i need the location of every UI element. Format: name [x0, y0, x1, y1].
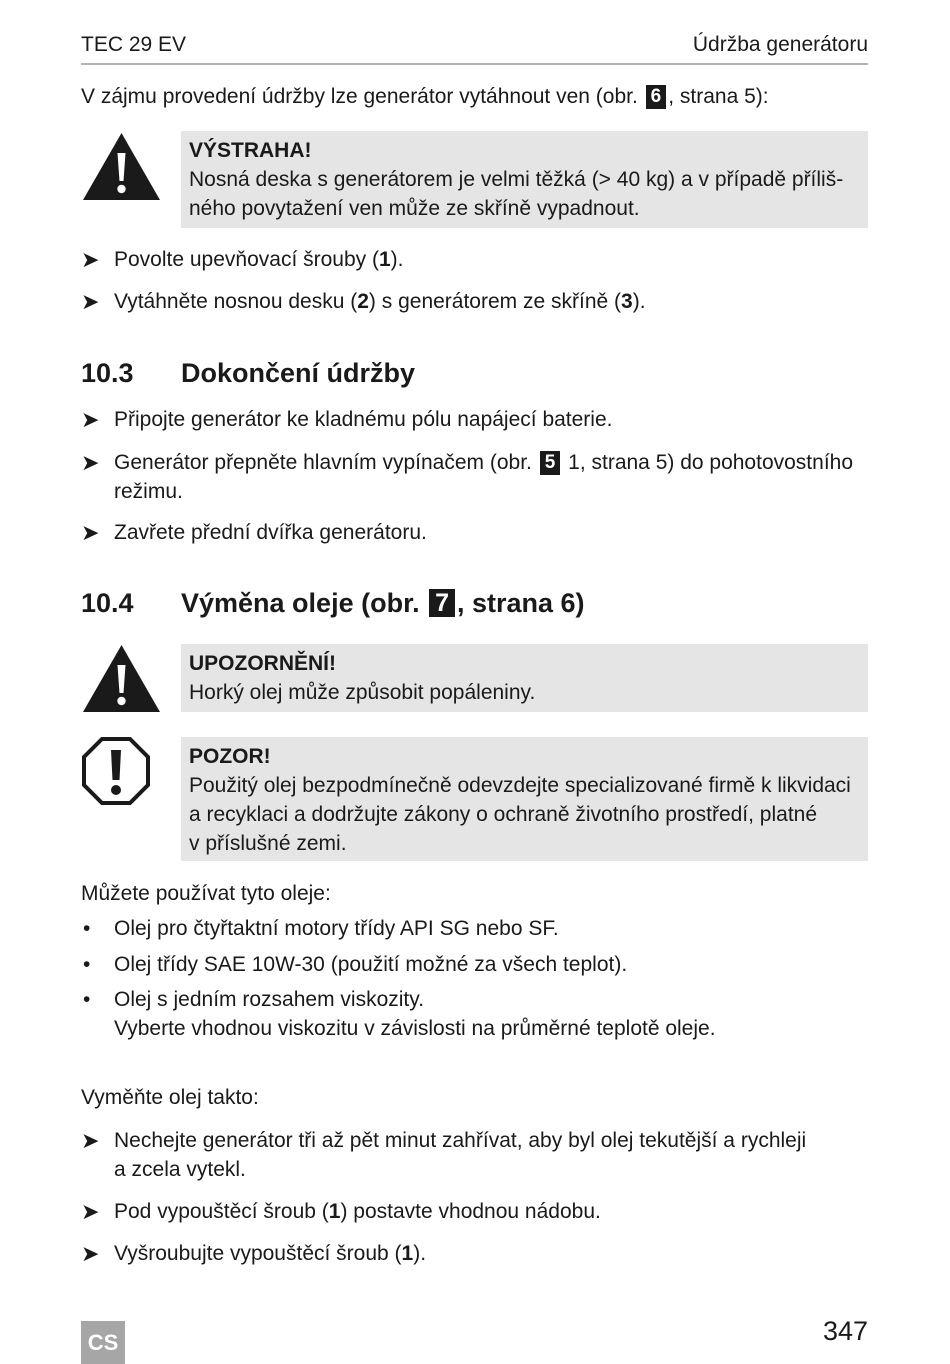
notice-callout [181, 737, 868, 861]
list-item [81, 914, 871, 943]
callout-text-line: v příslušné zemi. [189, 832, 347, 855]
caution-callout [181, 644, 868, 712]
section-number: 10.4 [81, 588, 134, 618]
callout-title: VÝSTRAHA! [189, 139, 312, 162]
step-text-end: ). [413, 1242, 427, 1265]
step-text-end: ). [632, 290, 646, 313]
bullet-icon: • [83, 953, 91, 976]
section-title: Dokončení údržby [181, 358, 416, 388]
warning-triangle-icon [81, 131, 162, 202]
list-item-text: Olej s jedním rozsahem viskozity. [114, 988, 425, 1011]
header-product: TEC 29 EV [81, 33, 187, 56]
callout-text-line: ného povytažení ven může ze skříně vypadnout. [189, 197, 640, 220]
arrow-marker-icon: ➤ [81, 1199, 100, 1224]
callout-text-line: Horký olej může způsobit popáleniny. [189, 681, 536, 704]
step-text: Generátor přepněte hlavním vypínačem (obr. [114, 451, 538, 474]
intro-text-end: , strana 5): [668, 85, 769, 108]
figure-ref-badge: 6 [646, 85, 667, 109]
instruction-step [81, 1197, 871, 1226]
instruction-step [81, 448, 871, 506]
step-text: Vytáhněte nosnou desku ( [114, 290, 358, 313]
bullet-icon: • [83, 988, 91, 1011]
instruction-step [81, 1239, 871, 1268]
instruction-step [81, 245, 871, 274]
intro-paragraph [81, 82, 769, 111]
step-text: ) s generátorem ze skříně ( [368, 290, 622, 313]
oils-intro: Můžete používat tyto oleje: [81, 882, 331, 905]
list-item [81, 950, 871, 979]
warning-triangle-icon [81, 643, 162, 714]
section-title-text: Výměna oleje (obr. [181, 588, 428, 618]
arrow-marker-icon: ➤ [81, 289, 100, 314]
callout-title: POZOR! [189, 745, 271, 768]
arrow-marker-icon: ➤ [81, 1128, 100, 1153]
part-number: 1 [328, 1200, 341, 1223]
part-number: 2 [357, 290, 369, 313]
part-number: 1 [401, 1242, 414, 1265]
list-item-text: Olej pro čtyřtaktní motory třídy API SG nebo SF. [114, 917, 559, 940]
step-text-end: ). [390, 248, 404, 271]
bullet-icon: • [83, 917, 91, 940]
arrow-marker-icon: ➤ [81, 1241, 100, 1266]
callout-text-line: a recyklaci a dodržujte zákony o ochraně životního prostředí, platné [189, 803, 818, 826]
part-number: 3 [621, 290, 633, 313]
step-text: Zavřete přední dvířka generátoru. [114, 521, 427, 544]
page-number: 347 [822, 1316, 868, 1346]
language-badge: CS [81, 1321, 125, 1364]
part-number: 1 [378, 248, 391, 271]
step-text: režimu. [114, 480, 183, 503]
callout-text-line: Nosná deska s generátorem je velmi těžká (> 40 kg) a v případě příliš- [189, 168, 844, 191]
list-item-text: Olej třídy SAE 10W-30 (použití možné za všech teplot). [114, 953, 628, 976]
figure-ref-badge: 7 [429, 589, 455, 617]
list-item-text: Vyberte vhodnou viskozitu v závislosti na průměrné teplotě oleje. [114, 1017, 716, 1040]
section-title [181, 588, 585, 619]
header-divider [81, 63, 868, 65]
step-text: Připojte generátor ke kladnému pólu napájecí baterie. [114, 408, 613, 431]
octagon-exclamation-icon [81, 736, 151, 806]
step-text: Povolte upevňovací šrouby ( [114, 248, 379, 271]
step-text: a zcela vytekl. [114, 1158, 246, 1181]
arrow-marker-icon: ➤ [81, 520, 100, 545]
warning-callout [181, 131, 868, 228]
instruction-step [81, 287, 871, 316]
instruction-step [81, 518, 871, 547]
step-text: Pod vypouštěcí šroub ( [114, 1200, 329, 1223]
section-title-text-end: , strana 6) [457, 588, 585, 618]
arrow-marker-icon: ➤ [81, 247, 100, 272]
instruction-step [81, 1126, 871, 1184]
arrow-marker-icon: ➤ [81, 450, 100, 475]
step-text: Vyšroubujte vypouštěcí šroub ( [114, 1242, 402, 1265]
header-chapter: Údržba generátoru [692, 33, 868, 56]
step-text: 1, strana 5) do pohotovostního [562, 451, 854, 474]
arrow-marker-icon: ➤ [81, 407, 100, 432]
section-number: 10.3 [81, 358, 134, 388]
callout-text-line: Použitý olej bezpodmínečně odevzdejte specializované firmě k likvidaci [189, 774, 851, 797]
instruction-step [81, 405, 871, 434]
callout-title: UPOZORNĚNÍ! [189, 652, 336, 675]
step-text: Nechejte generátor tři až pět minut zahřívat, aby byl olej tekutější a rychleji [114, 1129, 807, 1152]
list-item [81, 985, 871, 1043]
change-intro: Vyměňte olej takto: [81, 1086, 259, 1109]
intro-text: V zájmu provedení údržby lze generátor vytáhnout ven (obr. [81, 85, 644, 108]
step-text-end: ) postavte vhodnou nádobu. [340, 1200, 601, 1223]
figure-ref-badge: 5 [540, 451, 561, 475]
